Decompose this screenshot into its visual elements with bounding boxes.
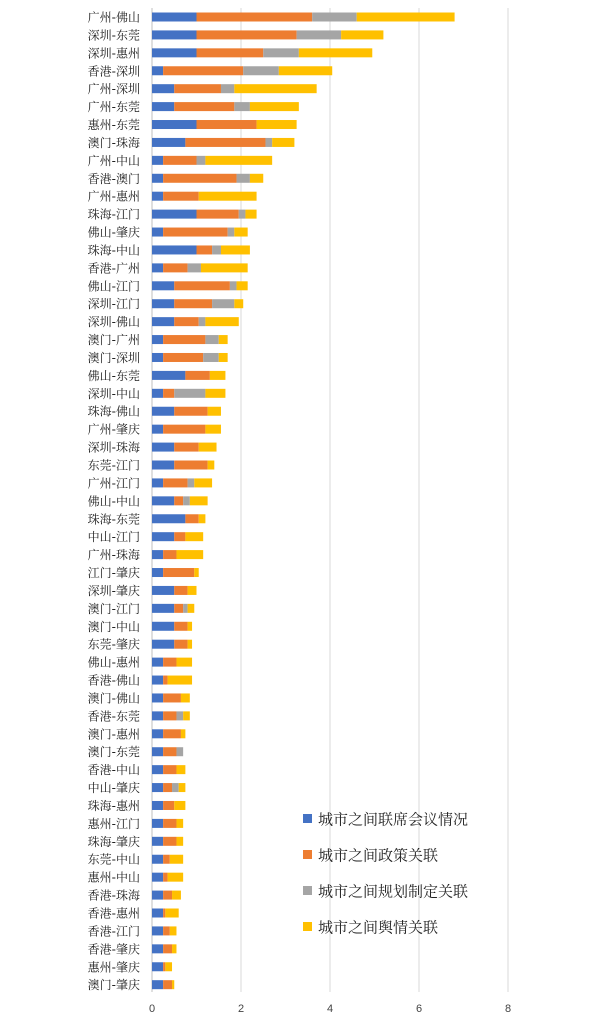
bar-segment-series-0 — [152, 281, 174, 290]
bar-segment-series-0 — [152, 980, 163, 989]
bar-segment-series-1 — [174, 443, 198, 452]
category-label: 香港-中山 — [87, 763, 140, 778]
bar-segment-series-3 — [341, 30, 383, 39]
legend-label: 城市之间联席会议情况 — [318, 810, 469, 829]
bar-segment-series-0 — [152, 389, 163, 398]
bar-segment-series-0 — [152, 228, 163, 237]
category-label: 中山-肇庆 — [87, 781, 140, 796]
bar-segment-series-1 — [185, 138, 265, 147]
bar-segment-series-0 — [152, 478, 163, 487]
bar-segment-series-2 — [188, 263, 201, 272]
bar-segment-series-3 — [174, 801, 185, 810]
category-label: 中山-江门 — [87, 530, 140, 545]
bar-segment-series-3 — [168, 676, 192, 685]
bar-segment-series-3 — [234, 228, 247, 237]
bar-segment-series-0 — [152, 317, 174, 326]
bar-segment-series-3 — [170, 926, 177, 935]
category-label: 广州-江门 — [87, 476, 140, 491]
bar-segment-series-1 — [163, 568, 194, 577]
bar-segment-series-1 — [163, 478, 187, 487]
bar-segment-series-1 — [163, 711, 176, 720]
bar-segment-series-0 — [152, 30, 197, 39]
bar-segment-series-0 — [152, 962, 163, 971]
category-label: 东莞-江门 — [87, 458, 140, 473]
bar-segment-series-2 — [265, 138, 272, 147]
bar-segment-series-0 — [152, 299, 174, 308]
bar-segment-series-1 — [174, 299, 212, 308]
bar-segment-series-1 — [163, 192, 199, 201]
category-label: 珠海-佛山 — [87, 404, 140, 419]
bar-segment-series-3 — [194, 478, 212, 487]
bar-segment-series-0 — [152, 13, 197, 22]
bar-segment-series-3 — [221, 245, 250, 254]
bar-segment-series-1 — [174, 586, 187, 595]
bar-segment-series-2 — [205, 335, 218, 344]
bar-segment-series-2 — [230, 281, 237, 290]
bar-segment-series-0 — [152, 496, 174, 505]
category-label: 深圳-珠海 — [87, 440, 140, 455]
bar-segment-series-3 — [176, 658, 192, 667]
bar-segment-series-2 — [237, 174, 250, 183]
bar-segment-series-0 — [152, 461, 174, 470]
bar-segment-series-0 — [152, 676, 163, 685]
category-label: 香港-江门 — [87, 924, 140, 939]
bar-segment-series-1 — [174, 532, 185, 541]
bar-segment-series-1 — [163, 980, 172, 989]
bar-segment-series-0 — [152, 353, 163, 362]
category-label: 佛山-中山 — [87, 494, 140, 509]
bar-segment-series-1 — [163, 765, 176, 774]
category-label: 广州-肇庆 — [87, 422, 140, 437]
bar-segment-series-2 — [312, 13, 357, 22]
bar-segment-series-1 — [197, 13, 313, 22]
category-label: 惠州-东莞 — [87, 118, 140, 133]
category-label: 澳门-珠海 — [87, 135, 140, 150]
legend-swatch — [303, 922, 312, 931]
bar-segment-series-3 — [165, 909, 178, 918]
bar-segment-series-2 — [176, 711, 183, 720]
bar-segment-series-2 — [212, 245, 221, 254]
bar-segment-series-0 — [152, 66, 163, 75]
bar-segment-series-0 — [152, 532, 174, 541]
category-label: 澳门-佛山 — [87, 691, 140, 706]
bar-segment-series-1 — [163, 837, 176, 846]
category-label: 香港-惠州 — [87, 906, 140, 921]
bar-segment-series-3 — [199, 192, 257, 201]
bar-segment-series-2 — [199, 317, 206, 326]
bar-segment-series-2 — [239, 210, 246, 219]
bar-segment-series-1 — [163, 228, 228, 237]
category-label: 佛山-肇庆 — [87, 225, 140, 240]
bar-segment-series-1 — [174, 407, 207, 416]
bar-segment-series-1 — [174, 281, 230, 290]
bar-segment-series-3 — [201, 263, 248, 272]
category-label: 香港-珠海 — [87, 888, 140, 903]
category-label: 江门-肇庆 — [87, 566, 140, 581]
bar-segment-series-0 — [152, 174, 163, 183]
category-label: 东莞-中山 — [87, 852, 140, 867]
bar-segment-series-3 — [208, 407, 221, 416]
bar-segment-series-0 — [152, 873, 163, 882]
category-label: 东莞-肇庆 — [87, 637, 140, 652]
bar-segment-series-2 — [176, 747, 183, 756]
bar-segment-series-2 — [221, 84, 234, 93]
bar-segment-series-3 — [234, 299, 243, 308]
bar-segment-series-2 — [197, 156, 206, 165]
legend-swatch — [303, 850, 312, 859]
bar-segment-series-1 — [163, 873, 167, 882]
bar-segment-series-3 — [190, 496, 208, 505]
legend-label: 城市之间规划制定关联 — [318, 882, 469, 901]
bar-segment-series-1 — [174, 461, 207, 470]
bar-segment-series-3 — [194, 568, 198, 577]
bar-segment-series-1 — [174, 102, 234, 111]
category-label: 珠海-肇庆 — [87, 834, 140, 849]
bar-segment-series-3 — [245, 210, 256, 219]
category-label: 广州-东莞 — [87, 100, 140, 115]
bar-segment-series-1 — [163, 944, 172, 953]
category-label: 澳门-深圳 — [87, 350, 140, 365]
category-label: 深圳-中山 — [87, 386, 140, 401]
bar-segment-series-1 — [163, 425, 205, 434]
category-label: 惠州-江门 — [87, 816, 140, 831]
bar-segment-series-0 — [152, 586, 174, 595]
bar-segment-series-3 — [199, 514, 206, 523]
bar-segment-series-3 — [179, 783, 186, 792]
bar-segment-series-3 — [170, 855, 183, 864]
bar-segment-series-3 — [172, 944, 176, 953]
bar-segment-series-3 — [205, 389, 225, 398]
bar-segment-series-0 — [152, 156, 163, 165]
bar-segment-series-1 — [163, 747, 176, 756]
category-label: 惠州-肇庆 — [87, 960, 140, 975]
bar-segment-series-2 — [234, 102, 250, 111]
bar-segment-series-0 — [152, 48, 197, 57]
bar-segment-series-3 — [219, 353, 228, 362]
bar-segment-series-0 — [152, 926, 163, 935]
bar-segment-series-2 — [188, 478, 195, 487]
category-label: 珠海-江门 — [87, 207, 140, 222]
bar-segment-series-3 — [208, 461, 215, 470]
bar-segment-series-3 — [257, 120, 297, 129]
bar-segment-series-0 — [152, 210, 197, 219]
bar-segment-series-1 — [174, 604, 183, 613]
category-label: 珠海-中山 — [87, 243, 140, 258]
bar-segment-series-0 — [152, 550, 163, 559]
bar-segment-series-1 — [163, 66, 243, 75]
bar-segment-series-0 — [152, 425, 163, 434]
bar-segment-series-1 — [163, 353, 203, 362]
category-label: 广州-惠州 — [87, 189, 140, 204]
bar-segment-series-2 — [183, 496, 190, 505]
bar-segment-series-0 — [152, 693, 163, 702]
bar-segment-series-0 — [152, 855, 163, 864]
bar-segment-series-3 — [188, 604, 195, 613]
bar-segment-series-3 — [237, 281, 248, 290]
bar-segment-series-1 — [174, 640, 187, 649]
category-label: 澳门-广州 — [87, 333, 140, 348]
bar-segment-series-3 — [205, 156, 272, 165]
bar-segment-series-2 — [203, 353, 219, 362]
legend-swatch — [303, 886, 312, 895]
category-label: 珠海-惠州 — [87, 798, 140, 813]
bar-segment-series-1 — [185, 371, 209, 380]
bar-segment-series-0 — [152, 837, 163, 846]
category-label: 深圳-东莞 — [87, 28, 140, 43]
category-label: 澳门-中山 — [87, 619, 140, 634]
category-label: 香港-佛山 — [87, 673, 140, 688]
bar-segment-series-3 — [168, 873, 184, 882]
category-label: 广州-佛山 — [87, 10, 140, 25]
bar-segment-series-0 — [152, 801, 163, 810]
bar-segment-series-1 — [163, 926, 170, 935]
bar-segment-series-1 — [174, 317, 198, 326]
bar-segment-series-0 — [152, 568, 163, 577]
category-label: 深圳-江门 — [87, 297, 140, 312]
bar-segment-series-1 — [163, 389, 174, 398]
bar-segment-series-0 — [152, 891, 163, 900]
bar-segment-series-3 — [188, 586, 197, 595]
bar-segment-series-0 — [152, 640, 174, 649]
bar-segment-series-2 — [172, 783, 179, 792]
bar-segment-series-3 — [176, 837, 183, 846]
bar-segment-series-3 — [250, 174, 263, 183]
bar-segment-series-0 — [152, 604, 174, 613]
bar-segment-series-3 — [181, 693, 190, 702]
bar-segment-series-3 — [205, 317, 238, 326]
bar-segment-series-3 — [176, 550, 203, 559]
bar-segment-series-3 — [199, 443, 217, 452]
category-label: 佛山-惠州 — [87, 655, 140, 670]
bar-segment-series-1 — [185, 514, 198, 523]
bar-segment-series-1 — [197, 120, 257, 129]
bar-segment-series-1 — [163, 729, 181, 738]
bar-segment-series-3 — [176, 819, 183, 828]
category-label: 香港-深圳 — [87, 64, 140, 79]
bar-segment-series-1 — [163, 174, 236, 183]
bar-segment-series-1 — [163, 819, 176, 828]
x-tick-labels — [149, 1003, 511, 1015]
category-label: 香港-东莞 — [87, 709, 140, 724]
bar-segment-series-1 — [163, 962, 165, 971]
x-tick-label: 2 — [237, 1003, 245, 1015]
bar-segment-series-1 — [163, 783, 172, 792]
bar-segment-series-0 — [152, 102, 174, 111]
bar-segment-series-2 — [174, 389, 205, 398]
bar-segment-series-0 — [152, 120, 197, 129]
bar-segment-series-3 — [185, 532, 203, 541]
category-labels — [88, 10, 140, 993]
bar-segment-series-0 — [152, 371, 185, 380]
bar-segment-series-0 — [152, 443, 174, 452]
bar-segment-series-0 — [152, 711, 163, 720]
category-label: 深圳-佛山 — [87, 315, 140, 330]
bar-segment-series-3 — [299, 48, 372, 57]
category-label: 香港-广州 — [87, 261, 140, 276]
legend-label: 城市之间政策关联 — [318, 846, 439, 865]
bar-segment-series-3 — [205, 425, 221, 434]
bar-segment-series-1 — [197, 48, 264, 57]
bar-segment-series-3 — [279, 66, 332, 75]
bar-segment-series-3 — [234, 84, 316, 93]
bar-segment-series-2 — [183, 604, 187, 613]
bar-segment-series-0 — [152, 909, 163, 918]
category-label: 广州-深圳 — [87, 82, 140, 97]
bar-segment-series-1 — [163, 855, 170, 864]
x-tick-label: 8 — [504, 1003, 512, 1015]
bar-segment-series-1 — [163, 550, 176, 559]
bar-segment-series-0 — [152, 819, 163, 828]
bar-segment-series-0 — [152, 138, 185, 147]
legend-label: 城市之间舆情关联 — [318, 918, 439, 937]
category-label: 广州-中山 — [87, 153, 140, 168]
category-label: 佛山-江门 — [87, 279, 140, 294]
bar-segment-series-0 — [152, 84, 174, 93]
bar-segment-series-1 — [163, 156, 196, 165]
bar-segment-series-2 — [297, 30, 342, 39]
bar-segment-series-2 — [263, 48, 299, 57]
category-label: 惠州-中山 — [87, 870, 140, 885]
bar-segment-series-0 — [152, 944, 163, 953]
bar-segment-series-3 — [188, 640, 192, 649]
category-label: 佛山-东莞 — [87, 368, 140, 383]
bar-segment-series-1 — [163, 891, 172, 900]
bar-segment-series-3 — [210, 371, 226, 380]
bar-segment-series-0 — [152, 407, 174, 416]
bar-segment-series-0 — [152, 263, 163, 272]
bar-segment-series-3 — [357, 13, 455, 22]
bar-segment-series-0 — [152, 765, 163, 774]
bar-segment-series-2 — [228, 228, 235, 237]
bar-segment-series-3 — [183, 711, 190, 720]
bar-segment-series-3 — [272, 138, 294, 147]
bar-segment-series-0 — [152, 729, 163, 738]
category-label: 广州-珠海 — [87, 548, 140, 563]
bar-segment-series-0 — [152, 658, 163, 667]
legend-swatch — [303, 814, 312, 823]
bar-segment-series-1 — [163, 909, 165, 918]
bars — [152, 13, 455, 990]
bar-segment-series-3 — [181, 729, 185, 738]
bar-segment-series-1 — [163, 335, 205, 344]
category-label: 澳门-东莞 — [87, 745, 140, 760]
bar-segment-series-2 — [243, 66, 279, 75]
bar-segment-series-0 — [152, 747, 163, 756]
category-label: 深圳-惠州 — [87, 46, 140, 61]
bar-segment-series-1 — [197, 245, 213, 254]
bar-segment-series-0 — [152, 335, 163, 344]
category-label: 澳门-惠州 — [87, 727, 140, 742]
category-label: 香港-肇庆 — [87, 942, 140, 957]
bar-segment-series-3 — [219, 335, 228, 344]
bar-segment-series-1 — [174, 496, 183, 505]
legend — [303, 811, 468, 937]
x-tick-label: 4 — [326, 1003, 334, 1015]
category-label: 澳门-肇庆 — [87, 978, 140, 993]
bar-segment-series-1 — [163, 263, 187, 272]
bar-segment-series-3 — [250, 102, 299, 111]
bar-segment-series-3 — [176, 765, 185, 774]
bar-segment-series-0 — [152, 514, 185, 523]
category-label: 澳门-江门 — [87, 601, 140, 616]
bar-segment-series-1 — [163, 801, 174, 810]
bar-segment-series-0 — [152, 783, 163, 792]
category-label: 深圳-肇庆 — [87, 583, 140, 598]
bar-segment-series-1 — [163, 676, 167, 685]
category-label: 香港-澳门 — [87, 171, 140, 186]
bar-segment-series-3 — [172, 980, 174, 989]
bar-segment-series-0 — [152, 622, 174, 631]
category-label: 珠海-东莞 — [87, 512, 140, 527]
bar-segment-series-3 — [165, 962, 172, 971]
bar-segment-series-1 — [163, 658, 176, 667]
bar-segment-series-1 — [197, 210, 239, 219]
bar-segment-series-3 — [188, 622, 192, 631]
bar-segment-series-2 — [212, 299, 234, 308]
bar-segment-series-1 — [163, 693, 181, 702]
bar-segment-series-1 — [174, 84, 221, 93]
bar-segment-series-0 — [152, 192, 163, 201]
bar-segment-series-1 — [174, 622, 187, 631]
x-tick-label: 6 — [415, 1003, 423, 1015]
x-tick-label: 0 — [148, 1003, 156, 1015]
bar-segment-series-1 — [197, 30, 297, 39]
bar-segment-series-3 — [172, 891, 181, 900]
bar-segment-series-0 — [152, 245, 197, 254]
